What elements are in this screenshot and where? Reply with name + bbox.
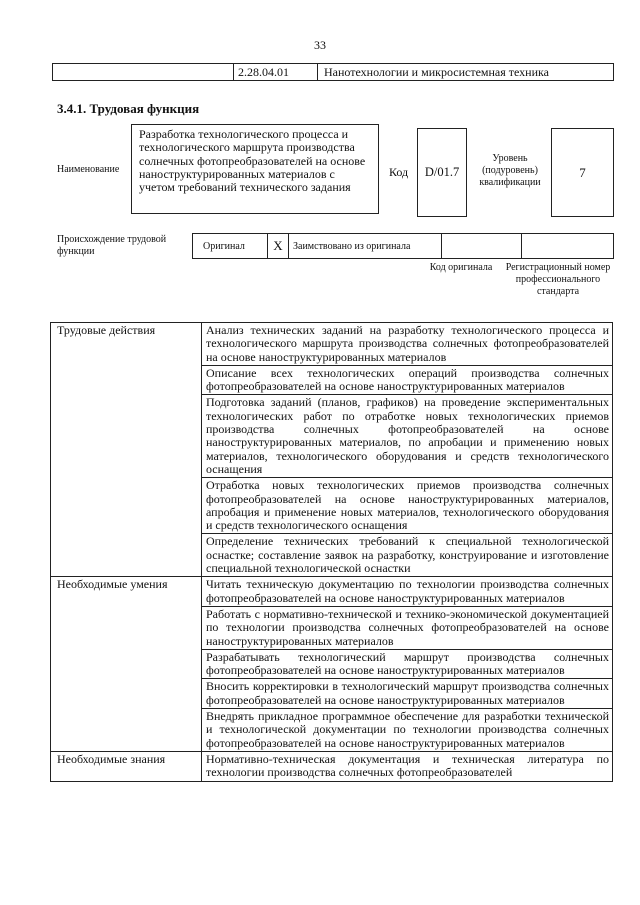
list-item: Определение технических требований к специальной технологической оснастке; составление заявок на разработку, конструирование и изготовление специальной технологической оснастки bbox=[202, 534, 613, 577]
origin-code-cell bbox=[442, 234, 522, 258]
origin-label: Происхождение трудовой функции bbox=[57, 234, 167, 257]
header-title: Нанотехнологии и микросистемная техника bbox=[324, 65, 549, 79]
list-item: Анализ технических заданий на разработку технологического процесса и технологического маршрута производства солнечных фотопреобразователей на основе наноструктурированных материалов bbox=[202, 323, 613, 366]
function-name-box: Разработка технологического процесса и технологического маршрута производства солнечных фотопреобразователей на основе наноструктурированных материалов с учетом требований технического задания bbox=[131, 124, 379, 214]
reg-number-caption: Регистрационный номер профессионального стандарта bbox=[505, 262, 611, 297]
origin-borrowed: Заимствовано из оригинала bbox=[289, 234, 442, 258]
list-item: Работать с нормативно-технической и технико-экономической документацией по технологии производства солнечных фотопреобразователей на основе наноструктурированных материалов bbox=[202, 606, 613, 649]
list-item: Нормативно-техническая документация и техническая литература по технологии производства солнечных фотопреобразователей bbox=[202, 751, 613, 781]
list-item: Описание всех технологических операций производства солнечных фотопреобразователей на основе наноструктурированных материалов bbox=[202, 365, 613, 395]
header-empty-cell bbox=[53, 64, 234, 80]
list-item: Отработка новых технологических приемов производства солнечных фотопреобразователей на основе наноструктурированных материалов, апробация и применение новых материалов, технологического оборудования и средств технологического оснащения bbox=[202, 478, 613, 534]
code-original-caption: Код оригинала bbox=[429, 262, 493, 273]
name-label: Наименование bbox=[57, 164, 120, 175]
origin-mark: X bbox=[268, 234, 289, 258]
origin-row bbox=[192, 233, 614, 259]
list-item: Читать техническую документацию по технологии производства солнечных фотопреобразователей на основе наноструктурированных материалов bbox=[202, 577, 613, 607]
origin-original: Оригинал bbox=[192, 234, 268, 258]
section-title: 3.4.1. Трудовая функция bbox=[57, 101, 200, 116]
row-label-knowledge: Необходимые знания bbox=[51, 751, 202, 781]
list-item: Вносить корректировки в технологический маршрут производства солнечных фотопреобразователей на основе наноструктурированных материалов bbox=[202, 679, 613, 709]
origin-reg-cell bbox=[522, 234, 614, 258]
header-code-row bbox=[52, 63, 614, 81]
function-details-table bbox=[50, 322, 613, 782]
header-code: 2.28.04.01 bbox=[234, 64, 318, 80]
row-label-actions: Трудовые действия bbox=[51, 323, 202, 577]
table-row bbox=[51, 577, 613, 607]
table-row bbox=[51, 323, 613, 366]
function-level-box: 7 bbox=[551, 128, 614, 217]
page-number: 33 bbox=[314, 38, 326, 52]
list-item: Подготовка заданий (планов, графиков) на проведение экспериментальных технологических работ по отработке новых технологических приемов производства солнечных фотопреобразователей на основе наноструктурированных материалов, по апробации и применению новых материалов, технологического оборудования и средств технологического оснащения bbox=[202, 395, 613, 478]
code-label: Код bbox=[389, 165, 409, 179]
list-item: Разрабатывать технологический маршрут производства солнечных фотопреобразователей на основе наноструктурированных материалов bbox=[202, 649, 613, 679]
table-row bbox=[51, 751, 613, 781]
function-code-box: D/01.7 bbox=[417, 128, 467, 217]
level-label: Уровень (подуровень) квалификации bbox=[479, 153, 541, 188]
list-item: Внедрять прикладное программное обеспечение для разработки технической и технологической документации по технологии производства солнечных фотопреобразователей на основе наноструктурированных материалов bbox=[202, 709, 613, 752]
row-label-skills: Необходимые умения bbox=[51, 577, 202, 752]
